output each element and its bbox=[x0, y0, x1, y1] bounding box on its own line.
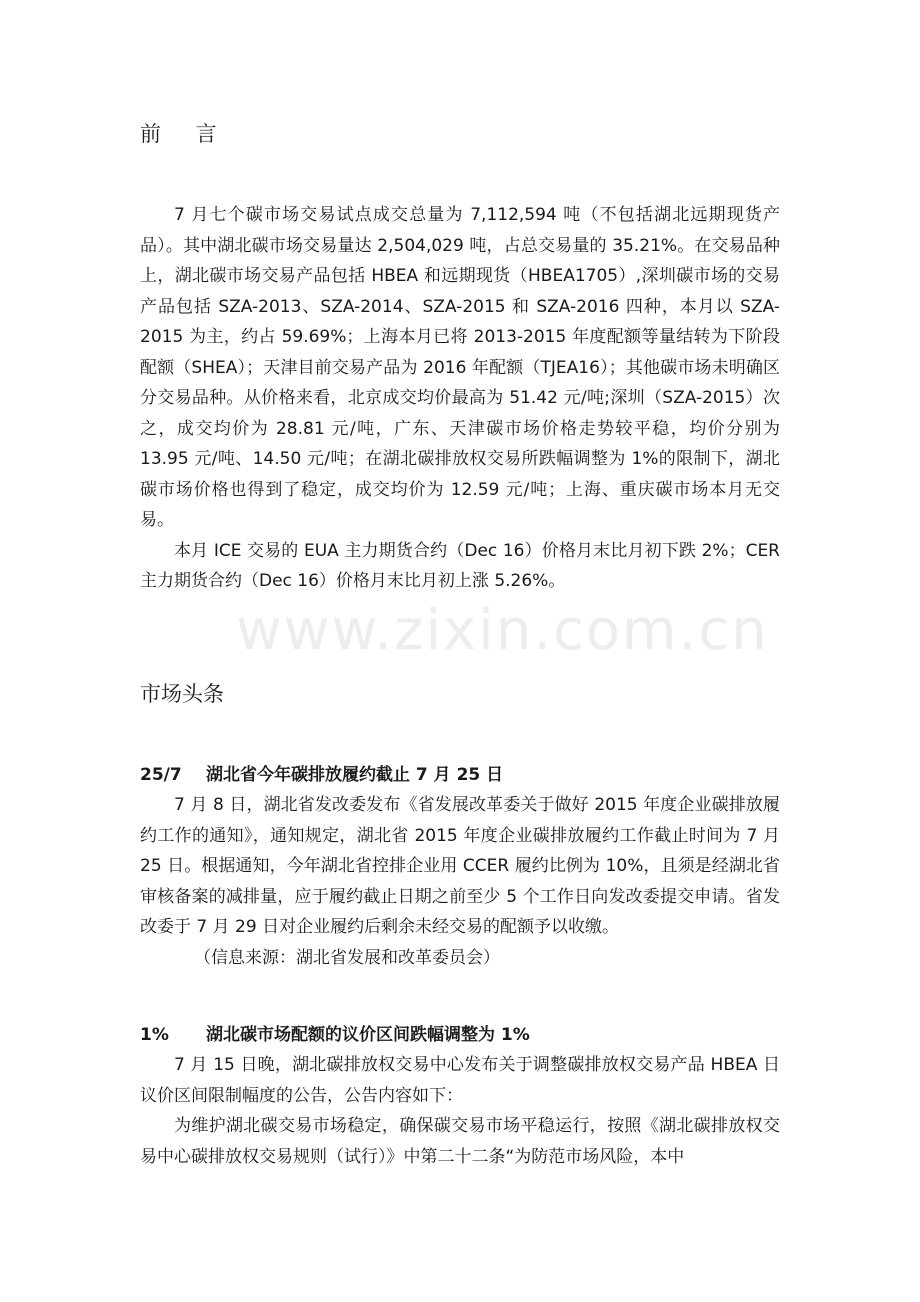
news-date-tag: 25/7 bbox=[140, 765, 182, 785]
news-headline-text: 湖北省今年碳排放履约截止 7 月 25 日 bbox=[206, 765, 504, 785]
news-headline-1 bbox=[140, 760, 780, 790]
watermark: www.zixin.com.cn bbox=[236, 598, 769, 663]
intro-paragraph-1: 7 月七个碳市场交易试点成交总量为 7,112,594 吨（不包括湖北远期现货产品）。其中湖北碳市场交易量达 2,504,029 吨，占总交易量的 35.21%。在交易品种上，湖北碳市场交易产品包括 HBEA 和远期现货（HBEA1705）,深圳碳市场的交易产品包括 SZA-2013、SZA-2014、SZA-2015 和 SZA-2016 四种，本月以 SZA-2015 为主，约占 59.69%；上海本月已将 2013-2015 年度配额等量结转为下阶段配额（SHEA）；天津目前交易产品为 2016 年配额（TJEA16）；其他碳市场未明确区分交易品种。从价格来看，北京成交均价最高为 51.42 元/吨;深圳（SZA-2015）次之，成交均价为 28.81 元/吨，广东、天津碳市场价格走势较平稳，均价分别为 13.95 元/吨、14.50 元/吨；在湖北碳排放权交易所跌幅调整为 1%的限制下，湖北碳市场价格也得到了稳定，成交均价为 12.59 元/吨；上海、重庆碳市场本月无交易。 bbox=[140, 205, 780, 530]
news-headline-2 bbox=[140, 1020, 780, 1050]
news-headline-text: 湖北碳市场配额的议价区间跌幅调整为 1% bbox=[206, 1025, 530, 1045]
news-paragraph: 7 月 8 日，湖北省发改委发布《省发展改革委关于做好 2015 年度企业碳排放履约工作的通知》，通知规定，湖北省 2015 年度企业碳排放履约工作截止时间为 7 月 25 日。根据通知，今年湖北省控排企业用 CCER 履约比例为 10%，且须是经湖北省审核备案的减排量，应于履约截止日期之前至少 5 个工作日向发改委提交申请。省发改委于 7 月 29 日对企业履约后剩余未经交易的配额予以收缴。 bbox=[140, 795, 780, 937]
news-item-2 bbox=[140, 1020, 780, 1172]
news-paragraph: 7 月 15 日晚，湖北碳排放权交易中心发布关于调整碳排放权交易产品 HBEA 日议价区间限制幅度的公告，公告内容如下： bbox=[140, 1055, 780, 1106]
section-title-market-headlines: 市场头条 bbox=[140, 682, 224, 706]
page-title: 前 言 bbox=[140, 122, 231, 146]
intro-paragraph-2: 本月 ICE 交易的 EUA 主力期货合约（Dec 16）价格月末比月初下跌 2%；CER 主力期货合约（Dec 16）价格月末比月初上涨 5.26%。 bbox=[140, 540, 780, 591]
news-item-1 bbox=[140, 760, 780, 973]
news-percent-tag: 1% bbox=[140, 1025, 169, 1045]
intro-section bbox=[140, 200, 780, 597]
news-source: （信息来源：湖北省发展和改革委员会） bbox=[194, 947, 500, 968]
news-paragraph: 为维护湖北碳交易市场稳定，确保碳交易市场平稳运行，按照《湖北碳排放权交易中心碳排放权交易规则（试行）》中第二十二条“为防范市场风险，本中 bbox=[140, 1116, 780, 1167]
